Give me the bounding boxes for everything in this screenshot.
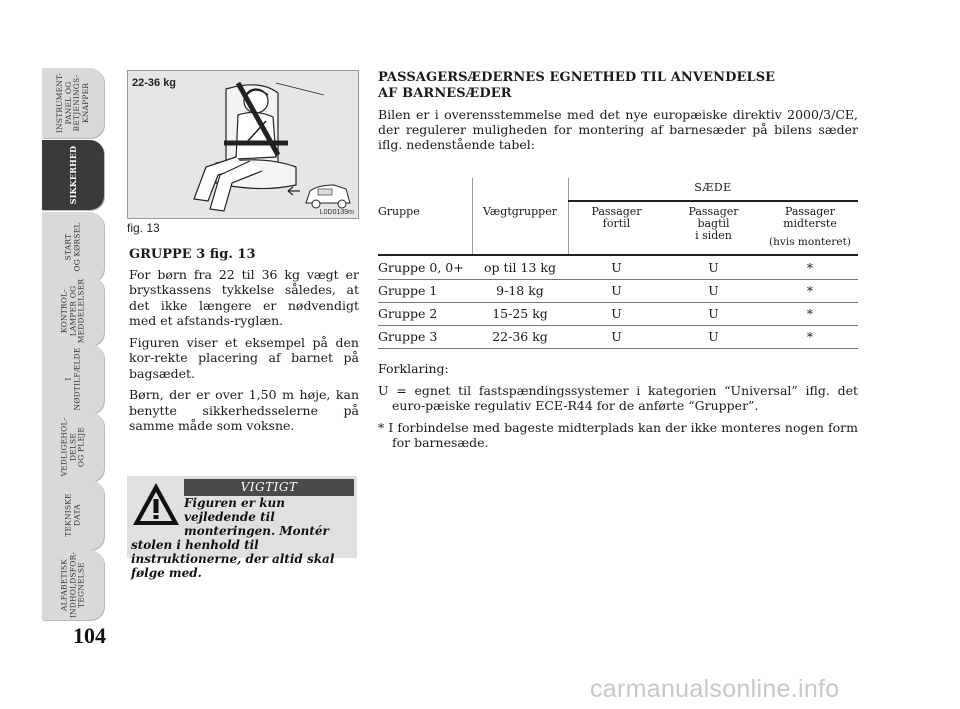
tab-i-nodtilfaelde[interactable] <box>42 344 104 414</box>
cell-gruppe: Gruppe 1 <box>378 283 438 298</box>
tab-sikkerhed[interactable] <box>42 140 104 210</box>
cell-passager-fortil: U <box>611 329 622 344</box>
tab-label: ALFABETISK INDHOLDSFOR- TEGNELSE <box>59 551 86 619</box>
header-hvis-monteret: (hvis monteret) <box>769 236 851 248</box>
warning-title: VIGTIGT <box>184 479 354 496</box>
tab-label: INSTRUMENT- PANEL OG BETJENINGS- KNAPPER <box>55 72 90 134</box>
table-row <box>378 302 858 325</box>
row-rule <box>378 348 858 349</box>
tab-vedligeholdelse[interactable] <box>42 412 104 482</box>
tab-label: SIKKERHED <box>67 145 78 205</box>
cell-gruppe: Gruppe 2 <box>378 306 438 321</box>
suitability-section <box>378 70 858 152</box>
table-row <box>378 256 858 279</box>
section-heading: GRUPPE 3 fig. 13 <box>129 247 256 262</box>
tab-label: KONTROL- LAMPER OG MEDDELELSER <box>59 278 86 344</box>
legend-asterisk: * I forbindelse med bageste midterplads kan der ikke monteres nogen form for barnesæde. <box>378 420 858 450</box>
intro-paragraph: Bilen er i overensstemmelse med det nye europæiske direktiv 2000/3/CE, der regulerer muligheden for montering af barnesæder på bilens sæder iflg. nedenstående tabel: <box>378 107 858 152</box>
paragraph: For børn fra 22 til 36 kg vægt er brystkassens tykkelse således, at det ikke længere er nødvendigt med et afstands-ryglæn. <box>129 266 359 328</box>
cell-passager-fortil: U <box>611 306 622 321</box>
page-number: 104 <box>73 623 106 648</box>
cell-passager-bagtil: U <box>708 260 719 275</box>
section-title-line2: AF BARNESÆDER <box>378 86 512 101</box>
section-title-line1: PASSAGERSÆDERNES EGNETHED TIL ANVENDELSE <box>378 70 776 85</box>
cell-vaegt: 15-25 kg <box>492 306 548 321</box>
cell-passager-bagtil: U <box>708 306 719 321</box>
tab-start-og-korsel[interactable] <box>42 212 104 282</box>
paragraph: Figuren viser et eksempel på den kor-rekte placering af barnet på bagsædet. <box>129 334 359 381</box>
legend-universal: U = egnet til fastspændingssystemer i kategorien “Universal” iflg. det euro-pæiske regulativ ECE-R44 for de anførte “Grupper”. <box>378 383 858 413</box>
cell-passager-midterste: * <box>806 329 814 344</box>
cell-vaegt: op til 13 kg <box>484 260 556 275</box>
warning-text-rest: stolen i henhold til instruktionerne, der altid skal følge med. <box>131 538 335 580</box>
cell-gruppe: Gruppe 3 <box>378 329 438 344</box>
child-in-seat-drawing <box>128 71 358 218</box>
cell-gruppe: Gruppe 0, 0+ <box>378 260 464 275</box>
cell-passager-fortil: U <box>611 260 622 275</box>
figure-caption: fig. 13 <box>127 221 160 235</box>
table-row <box>378 279 858 302</box>
header-passager-fortil: Passager fortil <box>591 205 642 230</box>
tab-instrumentpanel[interactable] <box>42 68 104 138</box>
tab-tekniske-data[interactable] <box>42 480 104 550</box>
tab-label: I NØDTILFÆLDE <box>63 347 81 411</box>
header-saede: SÆDE <box>694 181 732 194</box>
header-vaegtgrupper: Vægtgrupper <box>483 205 557 218</box>
legend-title: Forklaring: <box>378 361 449 376</box>
cell-passager-midterste: * <box>806 306 814 321</box>
table-row <box>378 325 858 348</box>
group3-section <box>129 247 359 440</box>
tab-label: TEKNISKE DATA <box>63 493 81 537</box>
cell-vaegt: 9-18 kg <box>496 283 544 298</box>
tab-alfabetisk-indhold[interactable] <box>42 550 104 620</box>
legend <box>378 361 858 457</box>
figure-code: L0D0139m <box>319 209 354 216</box>
tab-label: VEDLIGEHOL- DELSE OG PLEJE <box>59 417 86 477</box>
cell-passager-midterste: * <box>806 260 814 275</box>
sede-rule <box>568 200 858 202</box>
warning-box <box>127 476 357 580</box>
cell-passager-bagtil: U <box>708 283 719 298</box>
cell-passager-fortil: U <box>611 283 622 298</box>
header-gruppe: Gruppe <box>378 205 420 218</box>
warning-text <box>131 496 353 580</box>
header-passager-midterste: Passager midterste <box>783 205 837 230</box>
watermark: carmanualsonline.info <box>590 675 840 703</box>
warning-text-first: Figuren er kun vejledende til monteringen. Montér <box>184 496 329 538</box>
cell-passager-bagtil: U <box>708 329 719 344</box>
tab-kontrollamper[interactable] <box>42 276 104 346</box>
child-seat-illustration <box>127 70 359 219</box>
header-passager-bagtil: Passager bagtil i siden <box>688 205 739 242</box>
tab-label: START OG KØRSEL <box>63 222 81 272</box>
cell-vaegt: 22-36 kg <box>492 329 548 344</box>
cell-passager-midterste: * <box>806 283 814 298</box>
paragraph: Børn, der er over 1,50 m høje, kan benytte sikkerhedsselerne på samme måde som voksne. <box>129 387 359 433</box>
weight-range-tag: 22-36 kg <box>132 77 177 89</box>
